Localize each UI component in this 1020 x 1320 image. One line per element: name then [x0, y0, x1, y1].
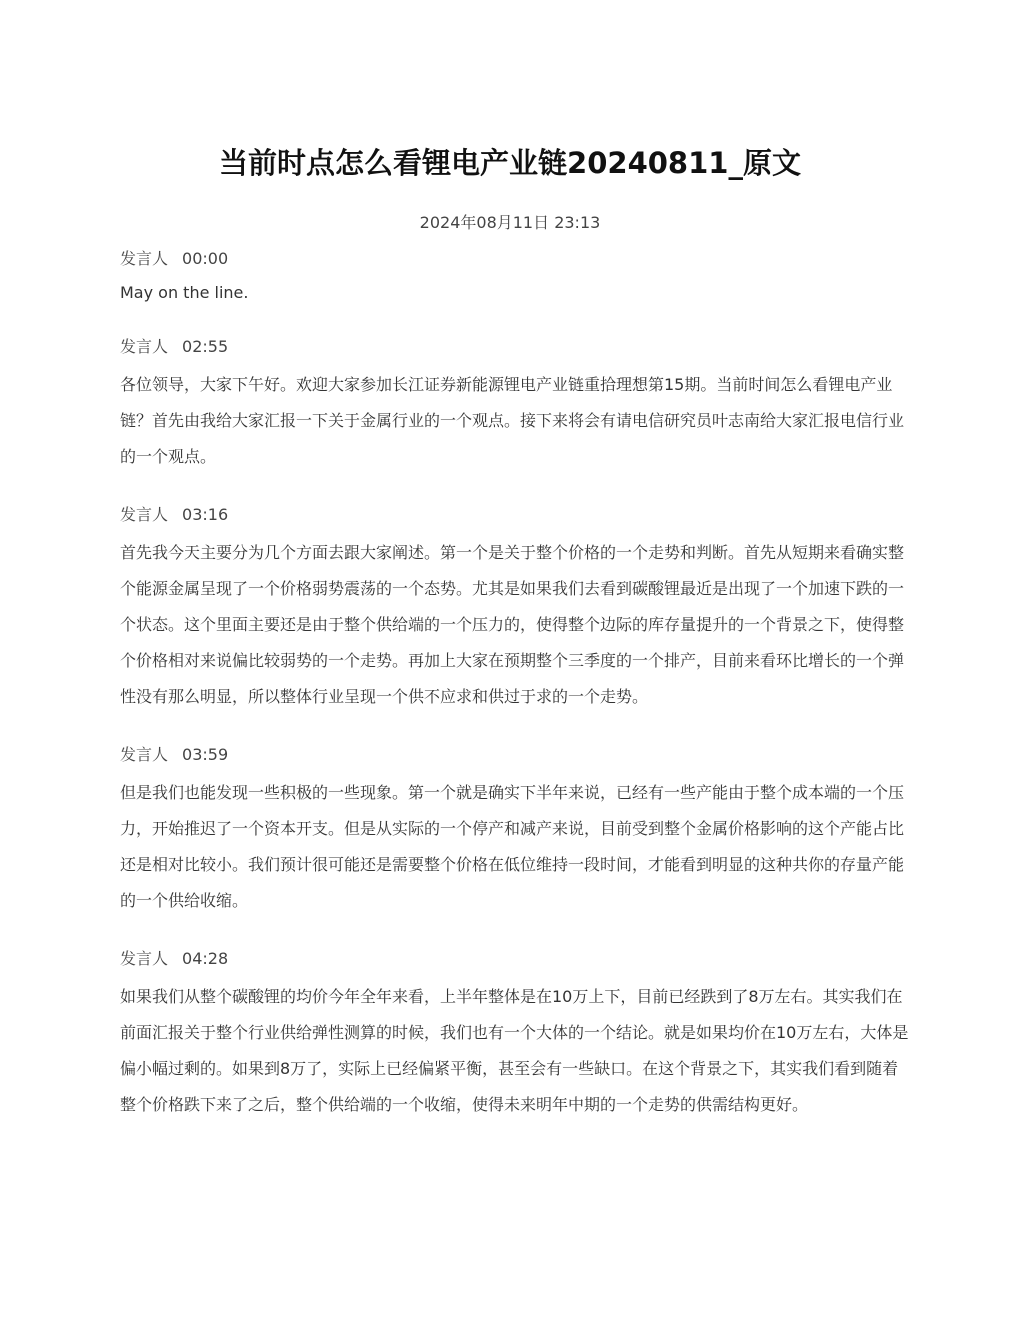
- timestamp: 03:59: [182, 745, 229, 764]
- segment-text: 如果我们从整个碳酸锂的均价今年全年来看，上半年整体是在10万上下，目前已经跌到了8万左右。其实我们在前面汇报关于整个行业供给弹性测算的时候，我们也有一个大体的一个结论。就是如果均价在10万左右，大体是偏小幅过剩的。如果到8万了，实际上已经偏紧平衡，甚至会有一些缺口。在这个背景之下，其实我们看到随着整个价格跌下来了之后，整个供给端的一个收缩，使得未来明年中期的一个走势的供需结构更好。: [120, 987, 909, 1114]
- segment-text: May on the line.: [120, 283, 249, 302]
- document-date: 2024年08月11日 23:13: [419, 213, 601, 232]
- speaker-name: 发言人: [120, 949, 169, 968]
- timestamp: 04:28: [182, 949, 229, 968]
- speaker-name: 发言人: [120, 337, 169, 356]
- transcript-segment: [120, 335, 910, 475]
- speaker-line: [120, 947, 910, 971]
- speaker-line: [120, 743, 910, 767]
- timestamp: 00:00: [182, 249, 229, 268]
- timestamp: 02:55: [182, 337, 229, 356]
- segment-text: 各位领导，大家下午好。欢迎大家参加长江证券新能源锂电产业链重拾理想第15期。当前时间怎么看锂电产业链？首先由我给大家汇报一下关于金属行业的一个观点。接下来将会有请电信研究员叶志南给大家汇报电信行业的一个观点。: [120, 375, 905, 466]
- transcript: [120, 247, 910, 1151]
- segment-text: 但是我们也能发现一些积极的一些现象。第一个就是确实下半年来说，已经有一些产能由于整个成本端的一个压力，开始推迟了一个资本开支。但是从实际的一个停产和减产来说，目前受到整个金属价格影响的这个产能占比还是相对比较小。我们预计很可能还是需要整个价格在低位维持一段时间，才能看到明显的这种共你的存量产能的一个供给收缩。: [120, 783, 905, 910]
- speaker-line: [120, 503, 910, 527]
- transcript-segment: [120, 947, 910, 1123]
- speaker-line: [120, 335, 910, 359]
- transcript-segment: [120, 743, 910, 919]
- transcript-segment: [120, 247, 910, 307]
- transcript-segment: [120, 503, 910, 715]
- speaker-name: 发言人: [120, 249, 169, 268]
- timestamp: 03:16: [182, 505, 229, 524]
- speaker-name: 发言人: [120, 505, 169, 524]
- segment-text: 首先我今天主要分为几个方面去跟大家阐述。第一个是关于整个价格的一个走势和判断。首先从短期来看确实整个能源金属呈现了一个价格弱势震荡的一个态势。尤其是如果我们去看到碳酸锂最近是出现了一个加速下跌的一个状态。这个里面主要还是由于整个供给端的一个压力的，使得整个边际的库存量提升的一个背景之下，使得整个价格相对来说偏比较弱势的一个走势。再加上大家在预期整个三季度的一个排产，目前来看环比增长的一个弹性没有那么明显，所以整体行业呈现一个供不应求和供过于求的一个走势。: [120, 543, 905, 706]
- speaker-name: 发言人: [120, 745, 169, 764]
- speaker-line: [120, 247, 910, 271]
- document-title: 当前时点怎么看锂电产业链20240811_原文: [219, 146, 801, 180]
